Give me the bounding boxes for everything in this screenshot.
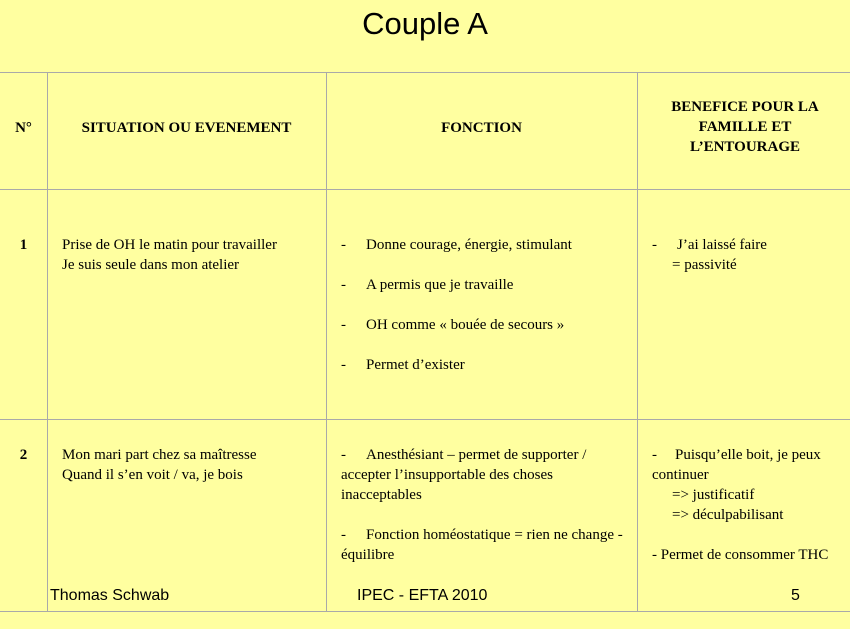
fonction-item: - Fonction homéostatique = rien ne change - équilibre: [341, 527, 623, 563]
row-1-fonction: [341, 235, 626, 395]
benefice-line: => justificatif: [672, 487, 755, 503]
benefice-line: = passivité: [672, 257, 737, 273]
header-num: N°: [15, 120, 32, 136]
fonction-item: - Donne courage, énergie, stimulant: [341, 237, 572, 253]
row-2-benefice: [652, 445, 837, 565]
header-fonction: FONCTION: [441, 120, 522, 136]
fonction-item: - A permis que je travaille: [341, 277, 514, 293]
row-1-benefice: [652, 235, 837, 275]
row-1-num: 1: [19, 237, 28, 253]
benefice-line: - J’ai laissé faire: [652, 237, 767, 253]
row-2-situation: [62, 445, 317, 485]
row-2-num: 2: [19, 447, 28, 463]
benefice-line: => déculpabilisant: [672, 507, 784, 523]
benefice-line: - Puisqu’elle boit, je peux continuer: [652, 447, 821, 483]
fonction-item: - Permet d’exister: [341, 357, 465, 373]
row-2-fonction: [341, 445, 626, 585]
situation-line: Quand il s’en voit / va, je bois: [62, 467, 243, 483]
header-benefice: BENEFICE POUR LA FAMILLE ET L’ENTOURAGE: [671, 99, 819, 155]
footer-author: Thomas Schwab: [50, 587, 170, 604]
benefice-line: - Permet de consommer THC: [652, 547, 829, 563]
fonction-item: - Anesthésiant – permet de supporter / accepter l’insupportable des choses inacceptables: [341, 447, 587, 503]
header-situation: SITUATION OU EVENEMENT: [81, 120, 292, 136]
footer-event: IPEC - EFTA 2010: [357, 587, 488, 604]
slide-title: Couple A: [362, 6, 488, 41]
situation-line: Mon mari part chez sa maîtresse: [62, 447, 257, 463]
situation-line: Prise de OH le matin pour travailler: [62, 237, 277, 253]
fonction-item: - OH comme « bouée de secours »: [341, 317, 565, 333]
row-1-situation: [62, 235, 317, 275]
situation-line: Je suis seule dans mon atelier: [62, 257, 240, 273]
footer-page-number: 5: [791, 587, 800, 604]
